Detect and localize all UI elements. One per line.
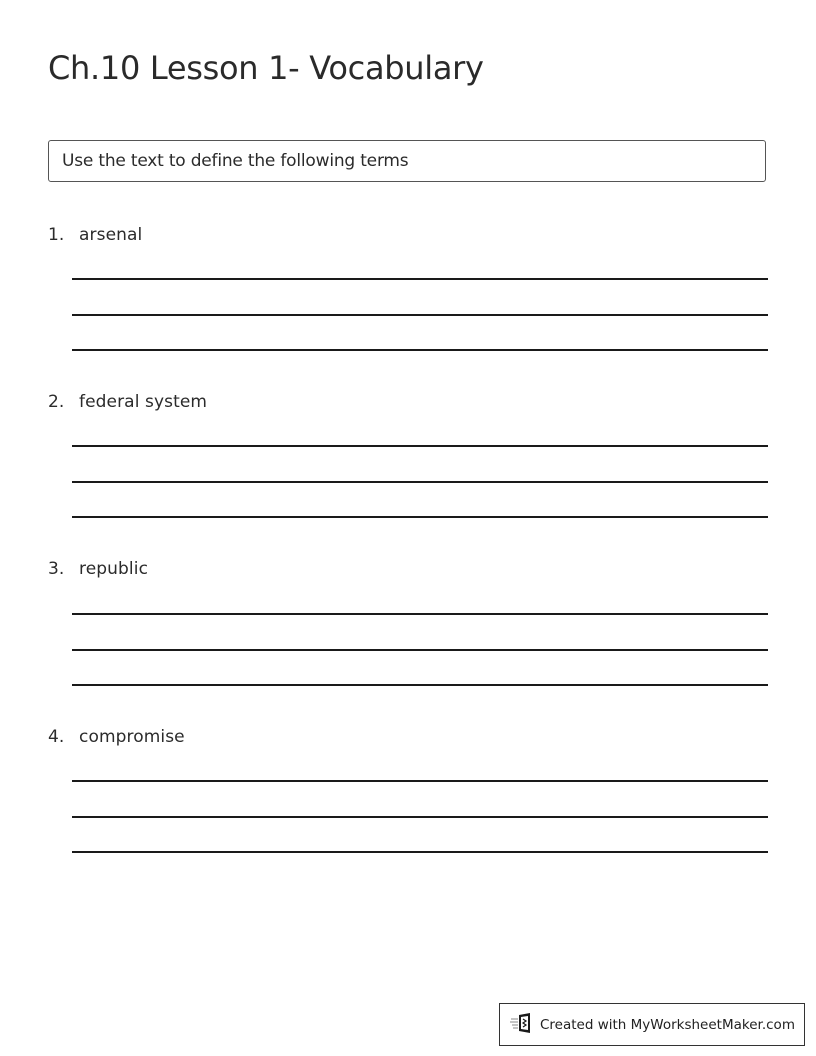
question-term: arsenal (79, 225, 143, 245)
worksheet-title: Ch.10 Lesson 1- Vocabulary (48, 49, 484, 87)
question-number: 2. (48, 392, 65, 412)
question-number: 4. (48, 727, 65, 747)
question-item (48, 557, 768, 581)
answer-line[interactable] (72, 516, 768, 518)
answer-line[interactable] (72, 613, 768, 615)
question-number: 3. (48, 559, 65, 579)
answer-line[interactable] (72, 278, 768, 280)
question-term: republic (79, 559, 149, 579)
footer-label: Created with MyWorksheetMaker.com (540, 1016, 795, 1033)
answer-line[interactable] (72, 445, 768, 447)
instructions-box: Use the text to define the following terms (48, 140, 766, 182)
question-number: 1. (48, 225, 65, 245)
question-item (48, 725, 768, 749)
answer-line[interactable] (72, 649, 768, 651)
answer-line[interactable] (72, 314, 768, 316)
answer-line[interactable] (72, 851, 768, 853)
created-with-badge[interactable] (499, 1003, 805, 1046)
answer-line[interactable] (72, 816, 768, 818)
question-item (48, 223, 768, 247)
answer-line[interactable] (72, 684, 768, 686)
answer-line[interactable] (72, 349, 768, 351)
question-item (48, 390, 768, 414)
question-term: federal system (79, 392, 208, 412)
answer-line[interactable] (72, 481, 768, 483)
worksheet-maker-logo-icon (510, 1012, 540, 1038)
answer-line[interactable] (72, 780, 768, 782)
question-term: compromise (79, 727, 185, 747)
